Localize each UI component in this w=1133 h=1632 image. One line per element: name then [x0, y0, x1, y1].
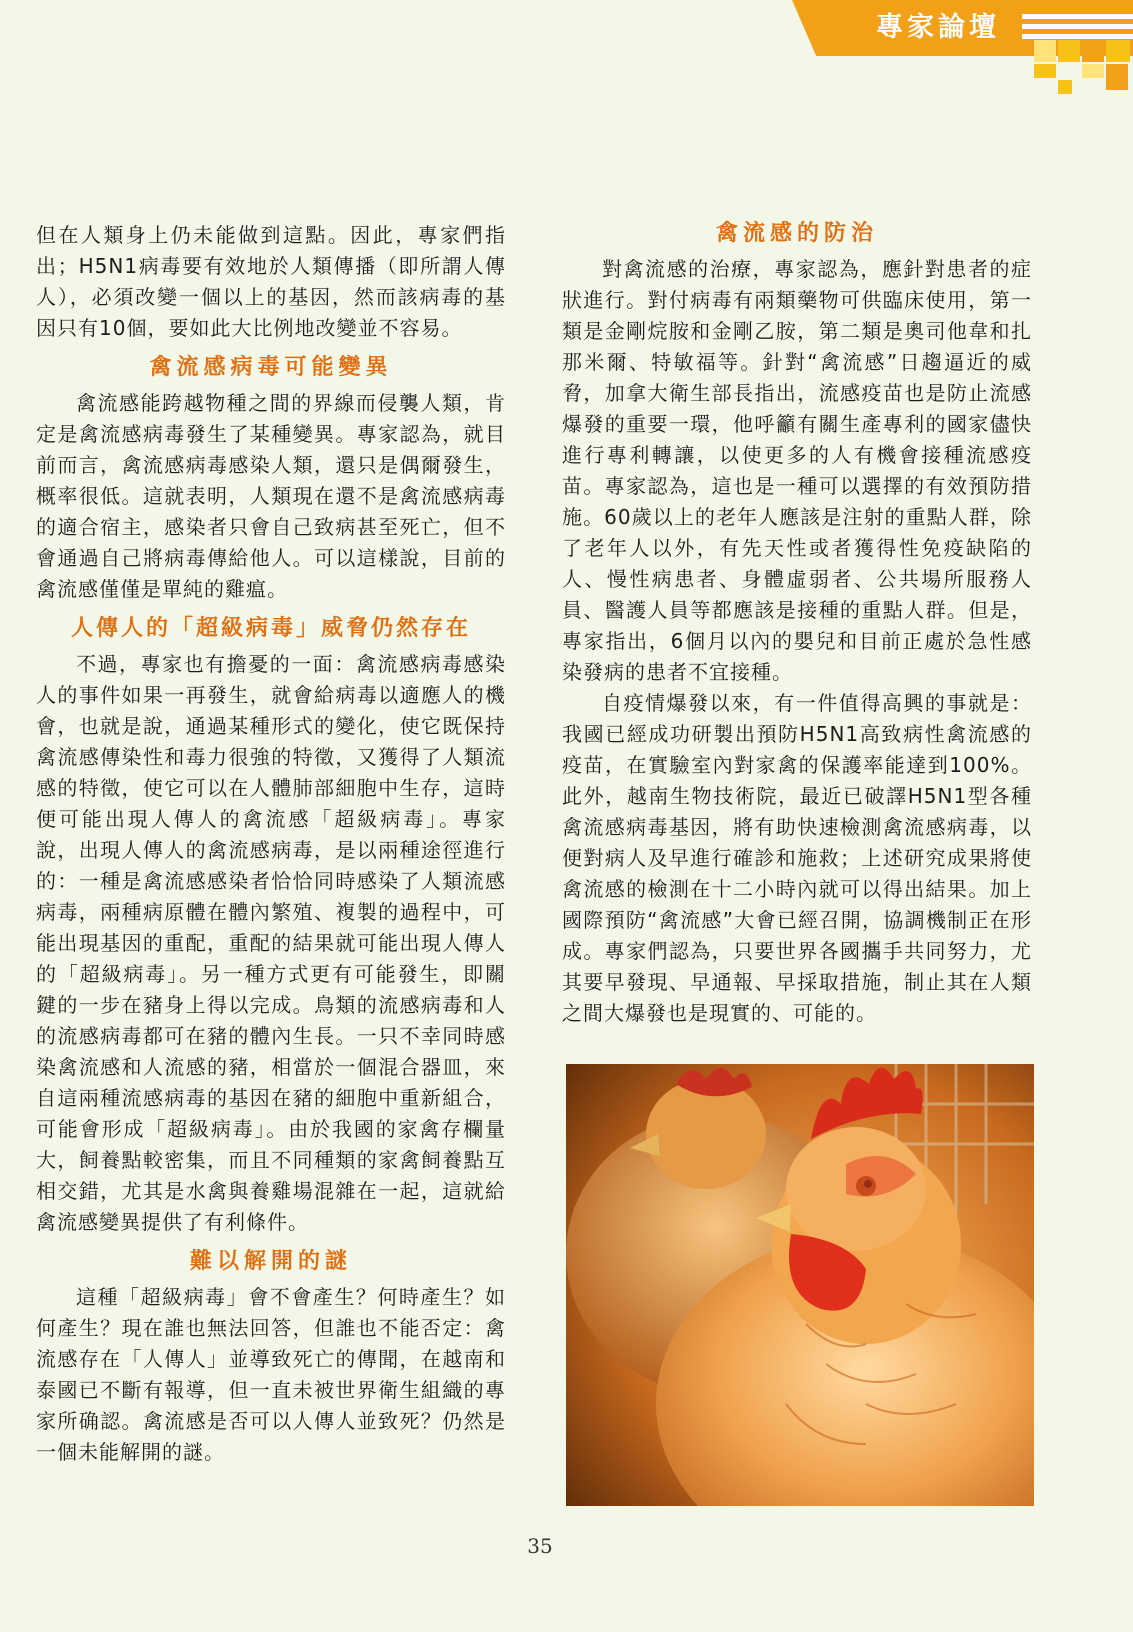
decor-square	[1106, 40, 1130, 62]
decor-square	[1082, 64, 1104, 78]
section-heading: 禽流感病毒可能變異	[149, 354, 393, 380]
decor-square	[1034, 64, 1056, 78]
intro-paragraph: 但在人類身上仍未能做到這點。因此，專家們指出；H5N1病毒要有效地於人類傳播（即所謂人傳人），必須改變一個以上的基因，然而該病毒的基因只有10個，要如此大比例地改變並不容易。	[36, 223, 506, 340]
right-column	[562, 210, 1032, 1029]
section-label: 專家論壇	[876, 12, 1000, 43]
body-paragraph: 對禽流感的治療，專家認為，應針對患者的症狀進行。對付病毒有兩類藥物可供臨床使用，第一類是金剛烷胺和金剛乙胺，第二類是奧司他韋和扎那米爾、特敏福等。針對“禽流感”日趨逼近的威脅，加拿大衛生部長指出，流感疫苗也是防止流感爆發的重要一環，他呼籲有關生產專利的國家儘快進行專利轉讓，以使更多的人有機會接種流感疫苗。專家認為，這也是一種可以選擇的有效預防措施。60歲以上的老年人應該是注射的重點人群，除了老年人以外，有先天性或者獲得性免疫缺陷的人、慢性病患者、身體虛弱者、公共場所服務人員、醫護人員等都應該是接種的重點人群。但是，專家指出，6個月以內的嬰兒和目前正處於急性感染發病的患者不宜接種。	[562, 257, 1032, 684]
body-paragraph: 自疫情爆發以來，有一件值得高興的事就是：我國已經成功研製出預防H5N1高致病性禽流感的疫苗，在實驗室內對家禽的保護率能達到100%。此外，越南生物技術院，最近已破譯H5N1型各種禽流感病毒基因，將有助快速檢測禽流感病毒，以便對病人及早進行確診和施救；上述研究成果將使禽流感的檢測在十二小時內就可以得出結果。加上國際預防“禽流感”大會已經召開，協調機制正在形成。專家們認為，只要世界各國攜手共同努力，尤其要早發現、早通報、早採取措施，制止其在人類之間大爆發也是現實的、可能的。	[562, 691, 1032, 1025]
left-column	[36, 220, 506, 1468]
section-heading: 禽流感的防治	[715, 220, 878, 246]
header-stripe	[1022, 14, 1133, 19]
section-heading: 難以解開的謎	[189, 1248, 352, 1274]
body-paragraph: 不過，專家也有擔憂的一面：禽流感病毒感染人的事件如果一再發生，就會給病毒以適應人的機會，也就是說，通過某種形式的變化，使它既保持禽流感傳染性和毒力很強的特徵，又獲得了人類流感的特徵，使它可以在人體肺部細胞中生存，這時便可能出現人傳人的禽流感「超級病毒」。專家說，出現人傳人的禽流感病毒，是以兩種途徑進行的：一種是禽流感感染者恰恰同時感染了人類流感病毒，兩種病原體在體內繁殖、複製的過程中，可能出現基因的重配，重配的結果就可能出現人傳人的「超級病毒」。另一種方式更有可能發生，即關鍵的一步在豬身上得以完成。鳥類的流感病毒和人的流感病毒都可在豬的體內生長。一只不幸同時感染禽流感和人流感的豬，相當於一個混合器皿，來自這兩種流感病毒的基因在豬的細胞中重新組合，可能會形成「超級病毒」。由於我國的家禽存欄量大，飼養點較密集，而且不同種類的家禽飼養點互相交錯，尤其是水禽與養雞場混雜在一起，這就給禽流感變異提供了有利條件。	[36, 652, 506, 1234]
decor-square	[1034, 40, 1056, 62]
decor-square	[1058, 40, 1080, 62]
section-heading: 人傳人的「超級病毒」威脅仍然存在	[70, 615, 471, 641]
decor-square	[1082, 40, 1104, 62]
header-stripe	[1022, 34, 1133, 39]
decor-square	[1058, 80, 1072, 94]
body-paragraph: 這種「超級病毒」會不會產生？何時產生？如何產生？現在誰也無法回答，但誰也不能否定：禽流感存在「人傳人」並導致死亡的傳聞，在越南和泰國已不斷有報導，但一直未被世界衛生組織的專家所确認。禽流感是否可以人傳人並致死？仍然是一個未能解開的謎。	[36, 1285, 506, 1464]
decor-square	[1106, 64, 1128, 90]
chicken-illustration	[566, 1064, 1034, 1506]
header-stripe	[1022, 24, 1133, 29]
body-paragraph: 禽流感能跨越物種之間的界線而侵襲人類，肯定是禽流感病毒發生了某種變異。專家認為，就目前而言，禽流感病毒感染人類，還只是偶爾發生，概率很低。這就表明，人類現在還不是禽流感病毒的適合宿主，感染者只會自己致病甚至死亡，但不會通過自己將病毒傳給他人。可以這樣說，目前的禽流感僅僅是單純的雞瘟。	[36, 391, 506, 601]
chicken-photo	[566, 1064, 1034, 1506]
page-number: 35	[527, 1534, 553, 1558]
